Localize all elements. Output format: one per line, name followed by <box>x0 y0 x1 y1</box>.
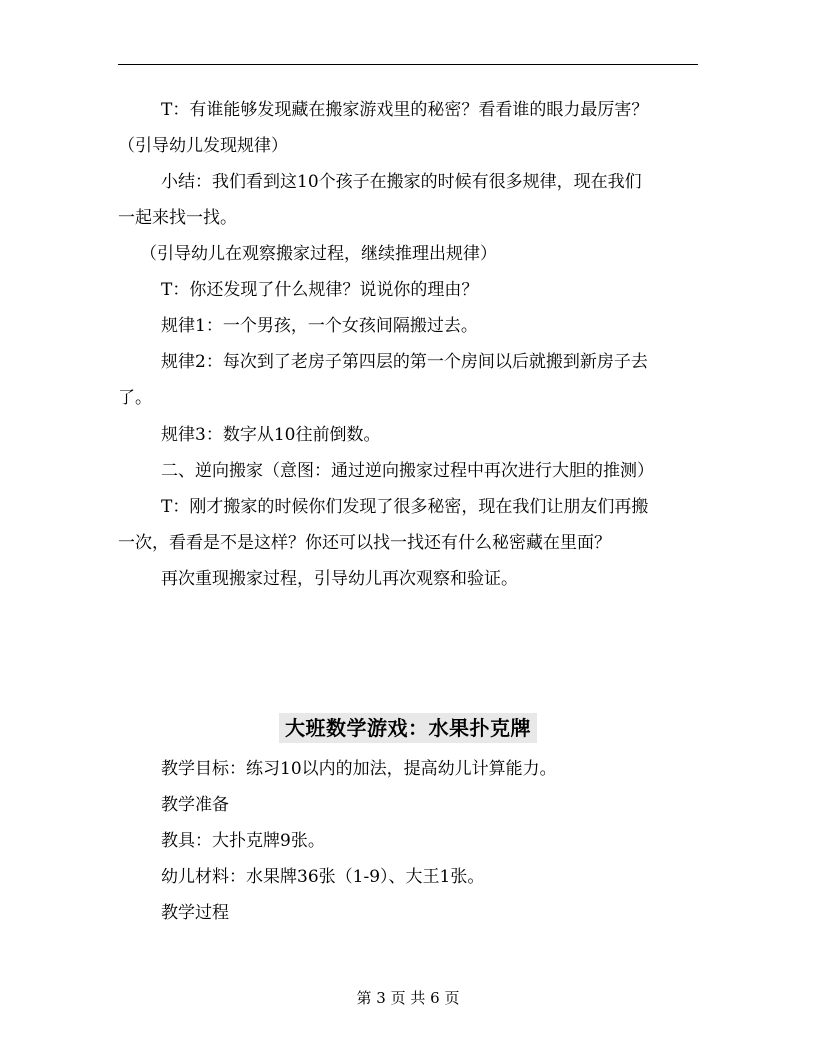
paragraph-line: 规律2：每次到了老房子第四层的第一个房间以后就搬到新房子去 <box>161 352 648 372</box>
paragraph-line: （引导幼儿发现规律） <box>118 136 288 156</box>
paragraph-line: 了。 <box>118 388 152 408</box>
page-number-footer: 第 3 页 共 6 页 <box>356 989 460 1007</box>
paragraph-line: 一次，看看是不是这样？你还可以找一找还有什么秘密藏在里面？ <box>118 533 611 553</box>
paragraph-line: 小结：我们看到这10个孩子在搬家的时候有很多规律，现在我们 <box>161 172 642 192</box>
paragraph-line: T：刚才搬家的时候你们发现了很多秘密，现在我们让朋友们再搬 <box>161 497 649 517</box>
section-paragraph-line: 教具：大扑克牌9张。 <box>161 831 325 851</box>
paragraph-line: T：有谁能够发现藏在搬家游戏里的秘密？看看谁的眼力最厉害？ <box>161 100 649 120</box>
paragraph-line: T：你还发现了什么规律？说说你的理由？ <box>161 280 479 300</box>
header-rule <box>118 64 698 65</box>
paragraph-line: 一起来找一找。 <box>118 208 237 228</box>
section-paragraph-line: 教学目标：练习10以内的加法，提高幼儿计算能力。 <box>161 759 557 779</box>
paragraph-line: 规律3：数字从10往前倒数。 <box>161 425 381 445</box>
section-title: 大班数学游戏：水果扑克牌 <box>279 713 537 743</box>
section-paragraph-line: 幼儿材料：水果牌36张（1-9）、大王1张。 <box>161 867 485 887</box>
paragraph-line: 二、逆向搬家（意图：通过逆向搬家过程中再次进行大胆的推测） <box>161 461 654 481</box>
paragraph-line: 规律1：一个男孩，一个女孩间隔搬过去。 <box>161 316 478 336</box>
paragraph-line: 再次重现搬家过程，引导幼儿再次观察和验证。 <box>161 569 518 589</box>
paragraph-line: （引导幼儿在观察搬家过程，继续推理出规律） <box>140 244 497 264</box>
section-paragraph-line: 教学准备 <box>161 795 229 815</box>
section-paragraph-line: 教学过程 <box>161 903 229 923</box>
